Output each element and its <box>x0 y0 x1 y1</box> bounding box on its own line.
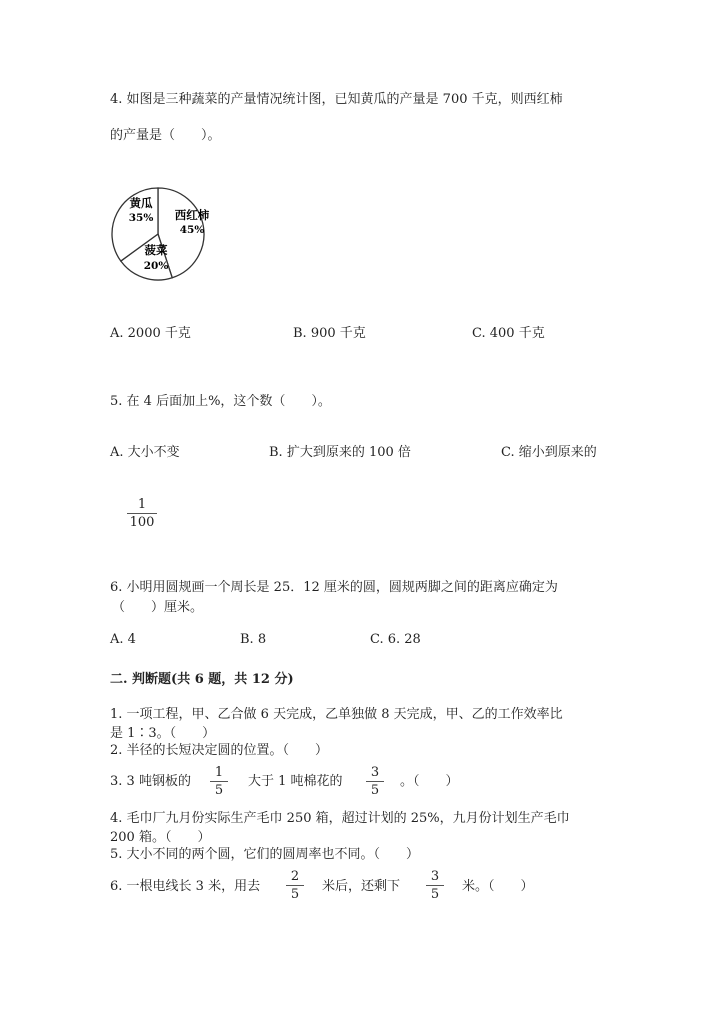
q4-option-c[interactable]: C. 400 千克 <box>472 326 545 341</box>
section-heading: 二. 判断题(共 6 题，共 12 分) <box>110 672 294 687</box>
pie-value-spinach: 20% <box>143 260 169 272</box>
j6-part3: 米。（ ） <box>462 879 534 894</box>
j6-fraction-1 <box>284 869 306 902</box>
q5-stem: 5. 在 4 后面加上%，这个数（ ）。 <box>110 394 331 409</box>
j3-part1: 3. 3 吨钢板的 <box>110 774 191 789</box>
j3-frac2-denominator: 5 <box>370 783 380 798</box>
j6-frac2-denominator: 5 <box>430 887 440 902</box>
q6-stem-line1: 6. 小明用圆规画一个周长是 25．12 厘米的圆，圆规两脚之间的距离应确定为 <box>110 580 558 595</box>
q6-option-c[interactable]: C. 6. 28 <box>370 632 421 647</box>
pie-label-spinach: 菠菜 <box>144 243 168 257</box>
q5-frac-numerator: 1 <box>137 497 147 512</box>
q5-option-b[interactable]: B. 扩大到原来的 100 倍 <box>269 445 411 460</box>
pie-value-cucumber: 35% <box>128 212 154 224</box>
q5-fraction <box>125 497 159 530</box>
j3-fraction-1 <box>208 765 230 798</box>
j4-line1: 4. 毛巾厂九月份实际生产毛巾 250 箱，超过计划的 25%，九月份计划生产毛巾 <box>110 811 570 826</box>
q6-option-b[interactable]: B. 8 <box>240 632 267 647</box>
j3-frac2-numerator: 3 <box>370 765 380 780</box>
q6-option-a[interactable]: A. 4 <box>110 632 136 647</box>
q5-frac-denominator: 100 <box>129 515 155 530</box>
j3-part2: 大于 1 吨棉花的 <box>248 774 343 789</box>
q5-option-c[interactable]: C. 缩小到原来的 <box>501 445 597 460</box>
q4-option-b[interactable]: B. 900 千克 <box>293 326 366 341</box>
j6-frac2-numerator: 3 <box>430 869 440 884</box>
q4-stem-line1: 4. 如图是三种蔬菜的产量情况统计图，已知黄瓜的产量是 700 千克，则西红柿 <box>110 92 563 107</box>
j5-text: 5. 大小不同的两个圆，它们的圆周率也不同。（ ） <box>110 847 420 862</box>
q4-option-a[interactable]: A. 2000 千克 <box>110 326 191 341</box>
j3-frac1-numerator: 1 <box>214 765 224 780</box>
j3-part3: 。（ ） <box>400 774 459 789</box>
pie-chart <box>108 186 218 284</box>
q6-stem-line2: （ ）厘米。 <box>112 600 204 615</box>
j6-frac1-numerator: 2 <box>290 869 300 884</box>
j2-text: 2. 半径的长短决定圆的位置。（ ） <box>110 743 329 758</box>
j3-fraction-2 <box>364 765 386 798</box>
j6-part2: 米后，还剩下 <box>322 879 401 894</box>
q5-option-a[interactable]: A. 大小不变 <box>110 445 180 460</box>
j6-frac1-denominator: 5 <box>290 887 300 902</box>
pie-label-tomato: 西红柿 <box>174 208 210 222</box>
j1-line2: 是 1∶3。（ ） <box>110 726 216 741</box>
j1-line1: 1. 一项工程，甲、乙合做 6 天完成，乙单独做 8 天完成，甲、乙的工作效率比 <box>110 707 563 722</box>
j3-frac1-denominator: 5 <box>214 783 224 798</box>
pie-value-tomato: 45% <box>179 224 205 236</box>
j6-fraction-2 <box>424 869 446 902</box>
j4-line2: 200 箱。（ ） <box>110 830 211 845</box>
j6-part1: 6. 一根电线长 3 米，用去 <box>110 879 261 894</box>
q4-stem-line2: 的产量是（ ）。 <box>110 128 221 143</box>
pie-label-cucumber: 黄瓜 <box>129 196 153 210</box>
